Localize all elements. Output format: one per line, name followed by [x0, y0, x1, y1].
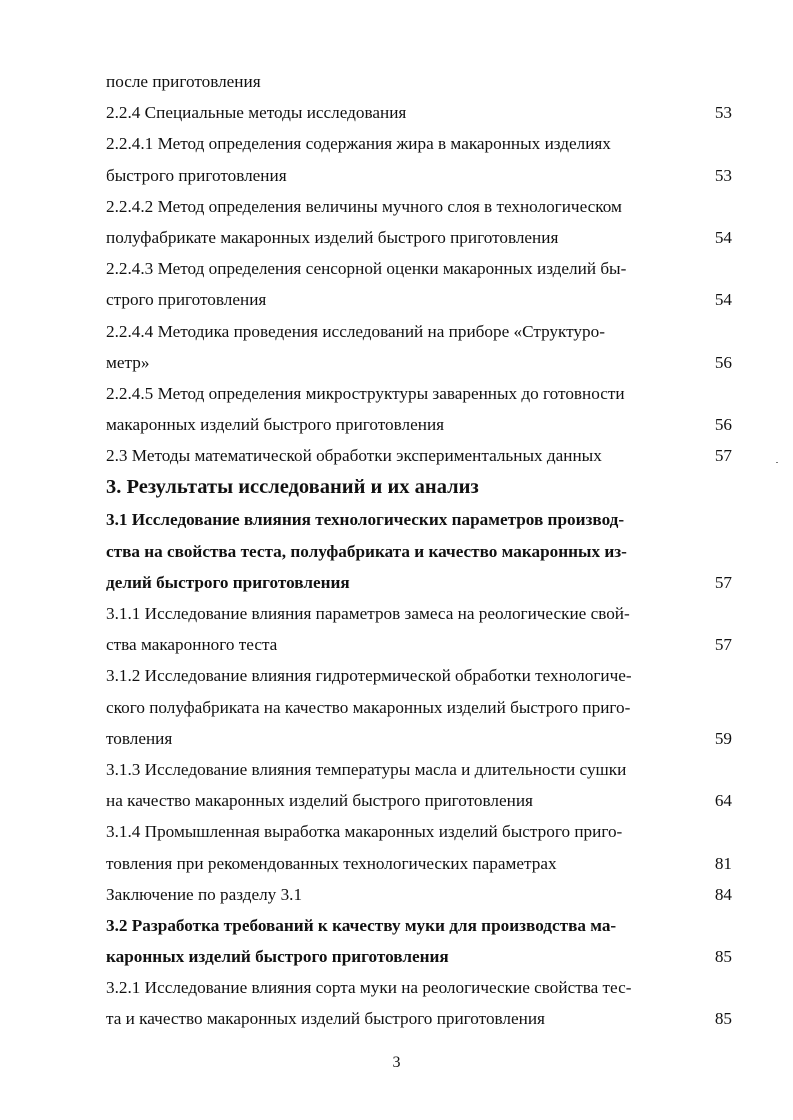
toc-entry-line: товления при рекомендованных технологических параметрах	[106, 853, 557, 873]
toc-page-number: 85	[714, 947, 732, 967]
toc-entry-3-1-2	[106, 660, 732, 754]
toc-chapter-title: 3. Результаты исследований и их анализ	[106, 476, 479, 499]
toc-page-number: 84	[714, 884, 732, 904]
toc-entry-line: строго приготовления	[106, 290, 267, 310]
toc-page-number: 54	[714, 290, 732, 310]
toc-entry-line: 2.2.4 Специальные методы исследования	[106, 103, 407, 123]
toc-entry-line: 3.2 Разработка требований к качеству муки для производства ма-	[106, 915, 617, 935]
toc-entry-conclusion-3-1	[106, 879, 732, 910]
toc-entry-2-2-4-2	[106, 191, 732, 253]
toc-entry-line: каронных изделий быстрого приготовления	[106, 947, 449, 967]
toc-entry-line: 2.3 Методы математической обработки экспериментальных данных	[106, 446, 602, 466]
toc-entry-2-2-4-3	[106, 253, 732, 315]
toc-chapter-3	[106, 471, 732, 504]
toc-page-number: 53	[714, 165, 732, 185]
toc-entry-line: 2.2.4.2 Метод определения величины мучного слоя в технологическом	[106, 196, 622, 216]
table-of-contents	[106, 66, 732, 1035]
toc-entry-line: после приготовления	[106, 72, 261, 91]
toc-entry-line: ского полуфабриката на качество макаронных изделий быстрого приго-	[106, 697, 631, 717]
toc-entry-2-2-4-5	[106, 378, 732, 440]
toc-entry-line: 3.1.2 Исследование влияния гидротермической обработки технологиче-	[106, 666, 632, 686]
toc-entry-3-1-4	[106, 816, 732, 878]
toc-entry-line: 2.2.4.1 Метод определения содержания жира в макаронных изделиях	[106, 134, 611, 154]
toc-entry-line: 3.1 Исследование влияния технологических параметров производ-	[106, 510, 625, 530]
toc-page-number: 64	[714, 791, 732, 811]
toc-page-number: 56	[714, 352, 732, 372]
toc-entry-line: делий быстрого приготовления	[106, 572, 350, 592]
toc-entry-3-2-1	[106, 972, 732, 1034]
toc-entry-line: макаронных изделий быстрого приготовления	[106, 415, 445, 435]
toc-entry-line: 2.2.4.4 Методика проведения исследований на приборе «Структуро-	[106, 321, 605, 341]
toc-page-number: 56	[714, 415, 732, 435]
toc-entry-continuation	[106, 66, 732, 97]
toc-page-number: 59	[714, 728, 732, 748]
toc-entry-line: 3.1.1 Исследование влияния параметров замеса на реологические свой-	[106, 604, 630, 623]
toc-entry-line: 2.2.4.3 Метод определения сенсорной оценки макаронных изделий бы-	[106, 259, 627, 279]
toc-entry-line: та и качество макаронных изделий быстрого приготовления	[106, 1009, 545, 1029]
toc-entry-2-2-4	[106, 97, 732, 128]
toc-page-number: 81	[714, 853, 732, 873]
toc-entry-2-3	[106, 440, 732, 471]
toc-entry-line: 2.2.4.5 Метод определения микроструктуры заваренных до готовности	[106, 383, 625, 403]
toc-entry-line: на качество макаронных изделий быстрого приготовления	[106, 791, 533, 811]
scan-speck	[776, 462, 778, 463]
toc-entry-3-1	[106, 504, 732, 598]
toc-entry-line: Заключение по разделу 3.1	[106, 884, 303, 904]
toc-entry-line: 3.1.3 Исследование влияния температуры масла и длительности сушки	[106, 759, 627, 779]
toc-entry-3-1-1	[106, 598, 732, 660]
toc-entry-2-2-4-4	[106, 316, 732, 378]
toc-entry-line: товления	[106, 728, 173, 748]
toc-page-number: 57	[714, 446, 732, 466]
toc-entry-line: 3.1.4 Промышленная выработка макаронных изделий быстрого приго-	[106, 822, 623, 842]
toc-page-number: 57	[714, 635, 732, 655]
toc-entry-line: 3.2.1 Исследование влияния сорта муки на реологические свойства тес-	[106, 978, 632, 998]
toc-entry-3-1-3	[106, 754, 732, 816]
toc-entry-line: быстрого приготовления	[106, 165, 287, 185]
toc-entry-line: ства на свойства теста, полуфабриката и качество макаронных из-	[106, 541, 627, 561]
toc-page-number: 53	[714, 103, 732, 123]
toc-entry-line: метр»	[106, 352, 150, 372]
toc-entry-3-2	[106, 910, 732, 972]
toc-entry-line: ства макаронного теста	[106, 635, 278, 655]
toc-entry-line: полуфабрикате макаронных изделий быстрого приготовления	[106, 227, 559, 247]
toc-page-number: 85	[714, 1009, 732, 1029]
toc-page-number: 57	[714, 572, 732, 592]
toc-page-number: 54	[714, 227, 732, 247]
toc-entry-2-2-4-1	[106, 128, 732, 190]
page-number: 3	[392, 1054, 401, 1071]
